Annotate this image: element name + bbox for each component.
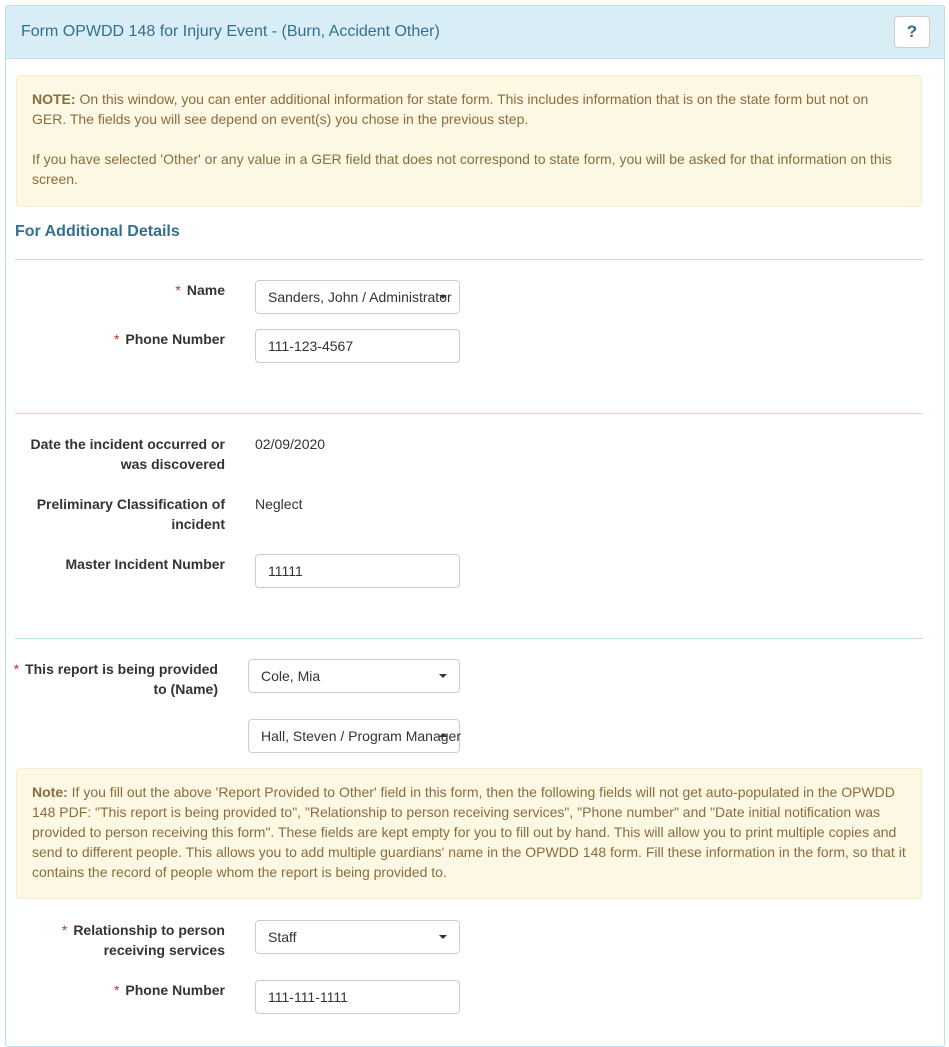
recipient-phone-label: * Phone Number	[113, 982, 225, 998]
name-select[interactable]	[255, 280, 460, 314]
name-label: * Name	[175, 282, 225, 298]
divider	[15, 638, 923, 639]
relationship-value: Staff	[268, 929, 297, 945]
recipient-phone-input[interactable]: 111-111-1111	[255, 980, 460, 1014]
relationship-label: * Relationship to person receiving services	[61, 922, 225, 958]
name-select-value: Sanders, John / Administrator	[268, 289, 452, 305]
chevron-up-icon	[439, 733, 447, 737]
info-note	[16, 75, 922, 207]
panel-header	[6, 6, 944, 59]
report-provided-other-select[interactable]	[248, 719, 460, 753]
required-marker: *	[175, 282, 181, 298]
required-marker: *	[113, 982, 120, 998]
report-provided-select[interactable]	[248, 659, 460, 693]
chevron-down-icon	[439, 935, 447, 939]
phone-label: * Phone Number	[113, 331, 225, 347]
required-marker: *	[113, 331, 120, 347]
classification-label: Preliminary Classification of incident	[36, 496, 225, 532]
relationship-select[interactable]	[255, 920, 460, 954]
warning-note	[16, 768, 922, 899]
incident-date-value: 02/09/2020	[255, 436, 326, 452]
note-text: If you fill out the above 'Report Provided to Other' field in this form, then the following fields will not get auto-populated in the OPWDD 148 PDF: "This report is being provided to", "Relationship to person receiving services", "Phone number" and "Date initial notification was provided to person receiving this form". These fields are kept empty for you to fill out by hand. This will allow you to print multiple copies and send to different people. This allows you to add multiple guardians' name in the OPWDD 148 form. Fill these information in the form, so that it contains the record of people whom the report is being provided to.	[32, 784, 906, 880]
help-button[interactable]: ?	[894, 16, 930, 48]
chevron-down-icon	[439, 674, 447, 678]
note-bold: NOTE:	[32, 91, 76, 107]
required-marker: *	[13, 661, 20, 677]
divider	[15, 413, 923, 414]
note-text-2: If you have selected 'Other' or any value in a GER field that does not correspond to state form, you will be asked for that information on this screen.	[32, 151, 892, 187]
note-text-1: On this window, you can enter additional information for state form. This includes information that is on the state form but not on GER. The fields you will see depend on event(s) you chose in the previous step.	[32, 91, 869, 127]
incident-date-label: Date the incident occurred or was discovered	[30, 436, 225, 472]
note-bold: Note:	[32, 784, 68, 800]
divider	[15, 259, 923, 260]
section-title: For Additional Details	[15, 223, 180, 240]
phone-input[interactable]: 111-123-4567	[255, 329, 460, 363]
chevron-down-icon	[439, 295, 447, 299]
required-marker: *	[61, 922, 68, 938]
report-provided-other-value: Hall, Steven / Program Manager	[261, 728, 461, 744]
master-incident-label: Master Incident Number	[65, 556, 225, 572]
classification-value: Neglect	[255, 496, 303, 512]
report-provided-value: Cole, Mia	[261, 668, 321, 684]
report-provided-label: * This report is being provided to (Name)	[13, 661, 218, 697]
page-title: Form OPWDD 148 for Injury Event - (Burn, Accident Other)	[21, 23, 440, 40]
master-incident-input[interactable]: 11111	[255, 554, 460, 588]
